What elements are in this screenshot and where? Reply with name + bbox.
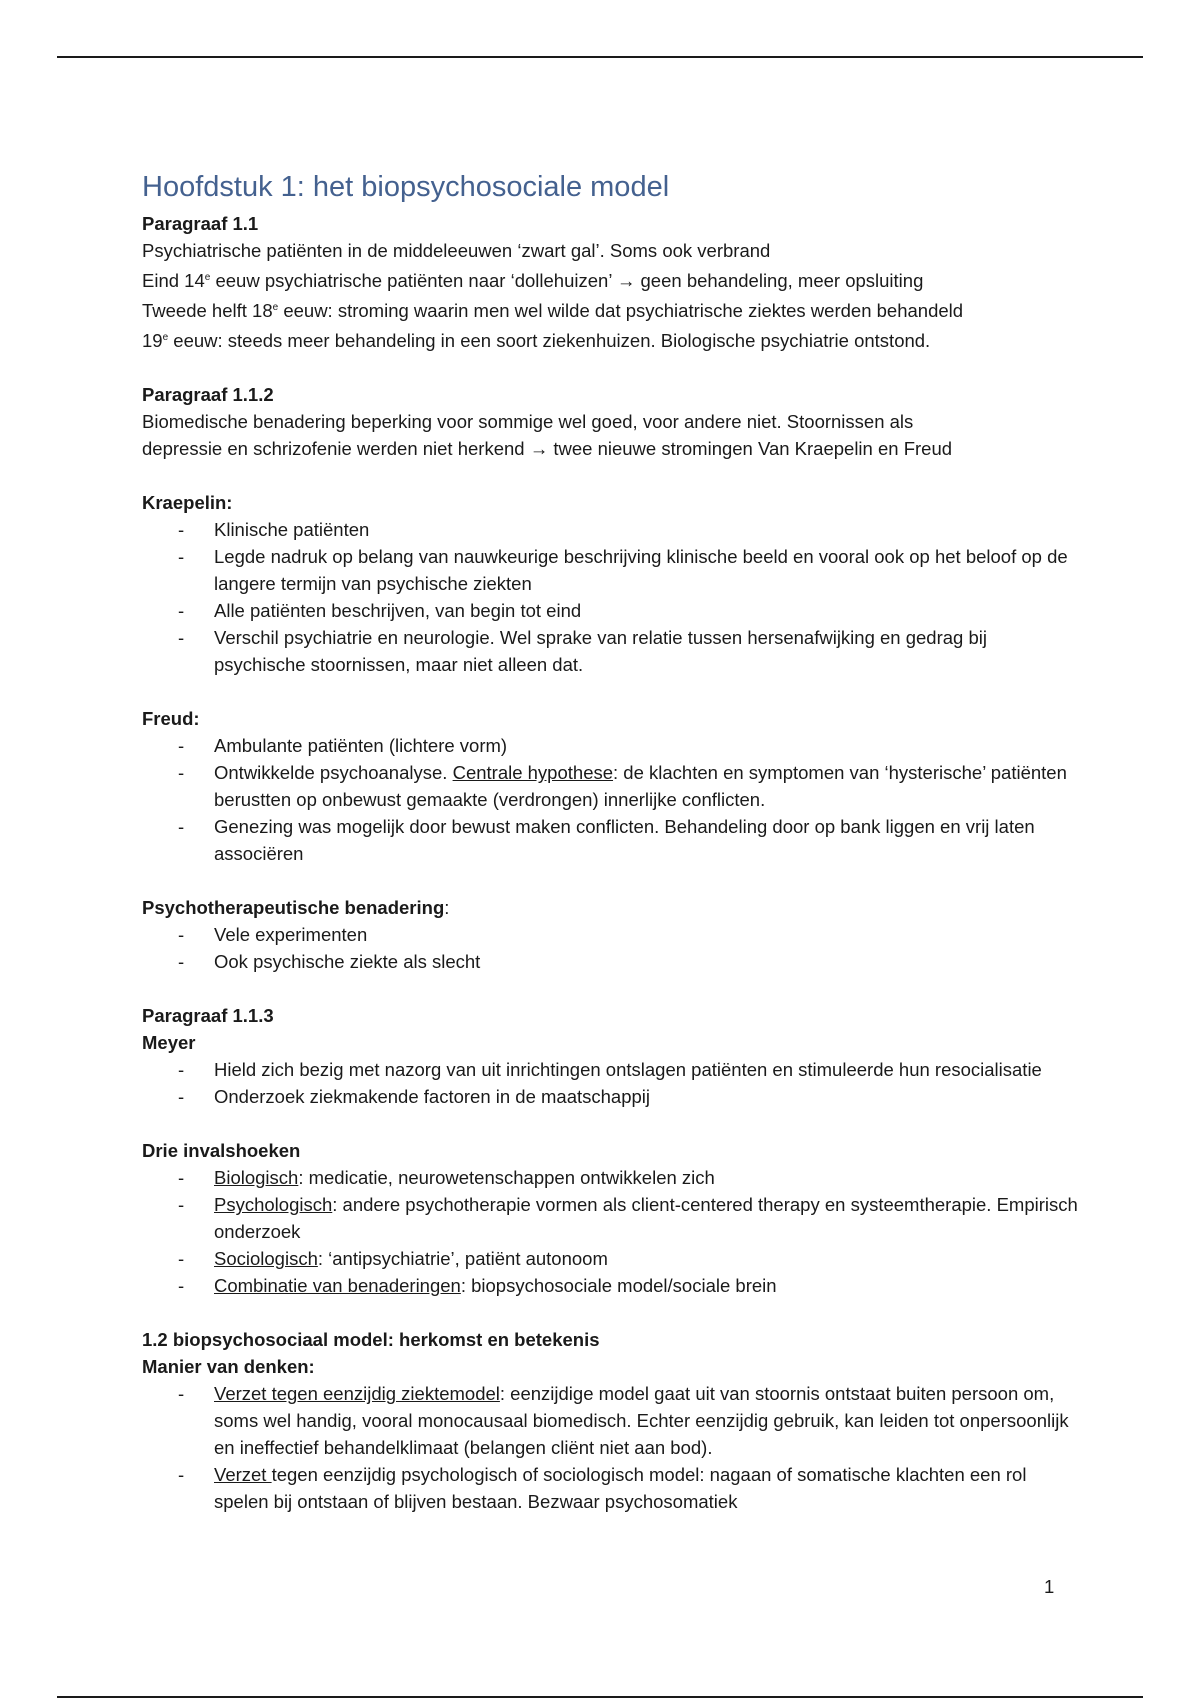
list-item: - Vele experimenten [214,921,1082,948]
subheading-psychotherapeutic: Psychotherapeutische benadering: [142,897,450,919]
list-item: - Biologisch: medicatie, neurowetenschappen ontwikkelen zich [214,1164,1082,1191]
subheading-perspectives: Drie invalshoeken [142,1140,301,1162]
model-list [142,1380,1082,1515]
psycho-list [142,921,1082,975]
list-item: - Psychologisch: andere psychotherapie vormen als client-centered therapy en systeemtherapie. Empirisch onderzoek [214,1191,1082,1245]
paragraph-line: Psychiatrische patiënten in de middeleeuwen ‘zwart gal’. Soms ook verbrand [142,240,771,261]
list-item: - Onderzoek ziekmakende factoren in de maatschappij [214,1083,1082,1110]
list-item: - Verzet tegen eenzijdig psychologisch of sociologisch model: nagaan of somatische klachten een rol spelen bij ontstaan of blijven bestaan. Bezwaar psychosomatiek [214,1461,1082,1515]
header-rule [57,56,1143,58]
section-heading: 1.2 biopsychosociaal model: herkomst en betekenis [142,1329,600,1351]
list-item: - Alle patiënten beschrijven, van begin tot eind [214,597,1082,624]
paragraph-line: Eind 14e eeuw psychiatrische patiënten naar ‘dollehuizen’ → geen behandeling, meer opsluiting [142,270,924,292]
list-item: - Sociologisch: ‘antipsychiatrie’, patiënt autonoom [214,1245,1082,1272]
page-number: 1 [1044,1576,1055,1597]
chapter-title: Hoofdstuk 1: het biopsychosociale model [142,171,670,203]
list-item: - Ambulante patiënten (lichtere vorm) [214,732,1082,759]
subheading-freud: Freud: [142,708,200,730]
list-item: - Klinische patiënten [214,516,1082,543]
paragraph-line: 19e eeuw: steeds meer behandeling in een soort ziekenhuizen. Biologische psychiatrie ontstond. [142,330,931,352]
subheading-thinking: Manier van denken: [142,1356,315,1378]
section-heading: Paragraaf 1.1 [142,213,259,234]
paragraph-line: depressie en schrizofenie werden niet herkend → twee nieuwe stromingen Van Kraepelin en Freud [142,438,953,460]
paragraph-line: Tweede helft 18e eeuw: stroming waarin men wel wilde dat psychiatrische ziektes werden behandeld [142,300,964,322]
footer-rule [57,1696,1143,1698]
list-item: - Genezing was mogelijk door bewust maken conflicten. Behandeling door op bank liggen en vrij laten associëren [214,813,1082,867]
list-item: - Verzet tegen eenzijdig ziektemodel: eenzijdige model gaat uit van stoornis ontstaat buiten persoon om, soms wel handig, vooral monocausaal biomedisch. Echter eenzijdig gebruik, kan leiden tot onpersoonlijk en ineffectief behandelklimaat (belangen cliënt niet aan bod). [214,1380,1082,1461]
subheading-kraepelin: Kraepelin: [142,492,233,514]
page-content [142,168,1082,1515]
list-item: - Ook psychische ziekte als slecht [214,948,1082,975]
kraepelin-list [142,516,1082,678]
paragraph-line: Biomedische benadering beperking voor sommige wel goed, voor andere niet. Stoornissen als [142,411,914,433]
list-item: - Legde nadruk op belang van nauwkeurige beschrijving klinische beeld en vooral ook op het beloof op de langere termijn van psychische ziekten [214,543,1082,597]
freud-list [142,732,1082,867]
list-item: - Ontwikkelde psychoanalyse. Centrale hypothese: de klachten en symptomen van ‘hysterische’ patiënten berustten op onbewust gemaakte (verdrongen) innerlijke conflicten. [214,759,1082,813]
list-item: - Combinatie van benaderingen: biopsychosociale model/sociale brein [214,1272,1082,1299]
list-item: - Hield zich bezig met nazorg van uit inrichtingen ontslagen patiënten en stimuleerde hun resocialisatie [214,1056,1082,1083]
subheading-meyer: Meyer [142,1032,196,1054]
section-heading: Paragraaf 1.1.3 [142,1005,274,1027]
meyer-list [142,1056,1082,1110]
list-item: - Verschil psychiatrie en neurologie. Wel sprake van relatie tussen hersenafwijking en gedrag bij psychische stoornissen, maar niet alleen dat. [214,624,1082,678]
perspectives-list [142,1164,1082,1299]
section-heading: Paragraaf 1.1.2 [142,384,274,406]
